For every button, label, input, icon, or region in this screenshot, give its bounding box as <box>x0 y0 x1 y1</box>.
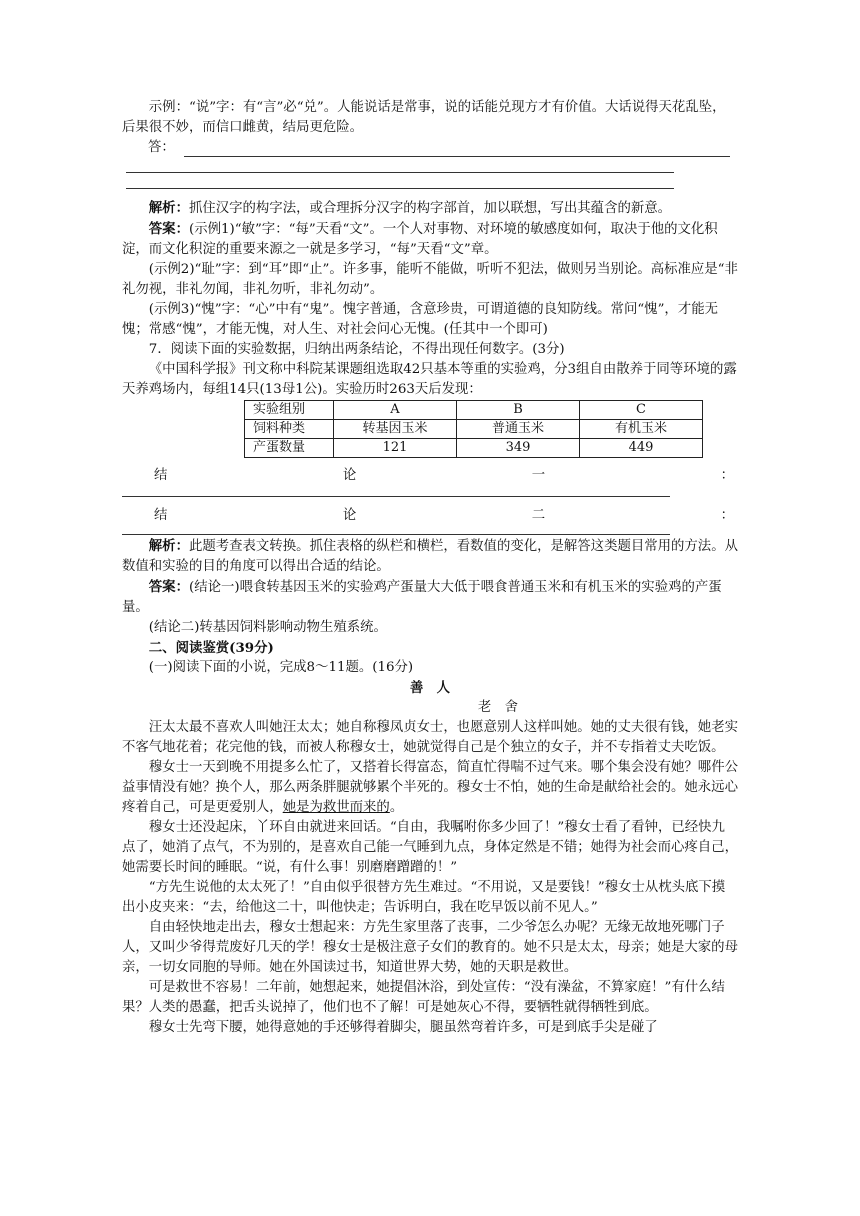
story-paragraph-4: “方先生说他的太太死了！”自由似乎很替方先生难过。“不用说，又是要钱！”穆女士从枕头底下摸出小皮夹来：“去，给他这二十，叫他快走；告诉明白，我在吃早饭以前不见人。” <box>122 880 726 915</box>
answer-blank-1[interactable] <box>184 142 730 157</box>
experiment-table <box>244 400 703 458</box>
table-row <box>245 401 703 420</box>
table-cell: 饲料种类 <box>245 420 334 439</box>
table-cell: B <box>457 401 580 420</box>
answer-blank-2[interactable] <box>126 158 674 173</box>
section-2-heading: 二、阅读鉴赏(39分) <box>148 640 274 656</box>
table-cell: 349 <box>457 439 580 458</box>
answer-6-example-2: (示例2)“耻”字：到“耳”即“止”。许多事，能听不能做，听听不犯法，做则另当别论。高标准应是“非礼勿视，非礼勿闻，非礼勿听，非礼勿动”。 <box>122 262 738 297</box>
story-paragraph-7: 穆女士先弯下腰，她得意她的手还够得着脚尖，腿虽然弯着许多，可是到底手尖是碰了 <box>148 1020 658 1035</box>
answer-label-6: 答案： <box>148 221 189 237</box>
answer-label: 答： <box>148 140 175 155</box>
analysis-7: 解析：此题考查表文转换。抓住表格的纵栏和横栏，看数值的变化，是解答这类题目常用的方法。从数值和实验的目的角度可以得出合适的结论。 <box>122 538 738 574</box>
table-cell: 产蛋数量 <box>245 439 334 458</box>
example-text: 示例：“说”字：有“言”必“兑”。人能说话是常事，说的话能兑现方才有价值。大话说得天花乱坠，后果很不妙，而信口雌黄，结局更危险。 <box>122 100 726 135</box>
answer-6-example-1: 答案：(示例1)“敏”字：“每”天看“文”。一个人对事物、对环境的敏感度如何，取决于他的文化积淀，而文化积淀的重要来源之一就是多学习，“每”天看“文”章。 <box>122 221 718 257</box>
story-paragraph-5: 自由轻快地走出去，穆女士想起来：方先生家里落了丧事，二少爷怎么办呢？无缘无故地死哪门子人，又叫少爷得荒废好几天的学！穆女士是极注意子女们的教育的。她不只是太太，母亲；她是大家的母亲，一切女同胞的导师。她在外国读过书，知道世界大势，她的天职是救世。 <box>122 920 738 975</box>
underlined-sentence: 她是为救世而来的 <box>282 800 390 815</box>
question-7: 7．阅读下面的实验数据，归纳出两条结论，不得出现任何数字。(3分) <box>148 342 565 357</box>
story-paragraph-2: 穆女士一天到晚不用提多么忙了，又搭着长得富态，简直忙得喘不过气来。哪个集会没有她？哪件公益事情没有她？换个人，那么两条胖腿就够累个半死的。穆女士不怕，她的生命是献给社会的。她永远心疼着自己，可是更爱别人，她是为救世而来的。 <box>122 760 738 815</box>
section-2-subheading: (一)阅读下面的小说，完成8～11题。(16分) <box>148 660 414 675</box>
table-cell: 转基因玉米 <box>334 420 457 439</box>
conclusion-2-line: 结 论 二 ： <box>154 508 734 523</box>
answer-7-conclusion-2: (结论二)转基因饲料影响动物生殖系统。 <box>148 620 387 635</box>
answer-line-3 <box>122 178 738 198</box>
question-7-text: 《中国科学报》刊文称中科院某课题组选取42只基本等重的实验鸡，分3组自由散养于同等环境的露天养鸡场内，每组14只(13母1公)。实验历时263天后发现： <box>122 362 737 397</box>
conclusion-2-blank[interactable] <box>122 526 738 536</box>
table-cell: 121 <box>334 439 457 458</box>
answer-blank-3[interactable] <box>126 174 674 189</box>
story-paragraph-1: 汪太太最不喜欢人叫她汪太太；她自称穆凤贞女士，也愿意别人这样叫她。她的丈夫很有钱，她老实不客气地花着；花完他的钱，而被人称穆女士，她就觉得自己是个独立的女子，并不专指着丈夫吃饭。 <box>122 720 738 755</box>
answer-7-conclusion-1: 答案：(结论一)喂食转基因玉米的实验鸡产蛋量大大低于喂食普通玉米和有机玉米的实验鸡的产蛋量。 <box>122 579 722 615</box>
table-cell: 实验组别 <box>245 401 334 420</box>
table-cell: 普通玉米 <box>457 420 580 439</box>
answer-line-1 <box>122 138 738 158</box>
story-title: 善 人 <box>409 680 451 696</box>
story-paragraph-6: 可是救世不容易！二年前，她想起来，她提倡沐浴，到处宣传：“没有澡盆，不算家庭！”有什么结果？人类的愚蠢，把舌头说掉了，他们也不了解！可是她灰心不得，要牺牲就得牺牲到底。 <box>122 980 725 1015</box>
story-author: 老 舍 <box>477 700 519 715</box>
table-cell: C <box>580 401 703 420</box>
conclusion-1-blank[interactable] <box>122 486 738 506</box>
conclusion-1-line: 结 论 一 ： <box>154 468 734 483</box>
analysis-label: 解析： <box>148 200 189 216</box>
table-cell: A <box>334 401 457 420</box>
analysis-6: 解析：抓住汉字的构字法，或合理拆分汉字的构字部首，加以联想，写出其蕴含的新意。 <box>148 200 672 216</box>
story-paragraph-3: 穆女士还没起床，丫环自由就进来回话。“自由，我嘱咐你多少回了！”穆女士看了看钟，已经快九点了，她消了点气，不为别的，是喜欢自己能一气睡到九点，身体定然是不错；她得为社会而心疼自己，她需要长时间的睡眠。“说，有什么事！别磨磨蹭蹭的！” <box>122 820 738 875</box>
table-cell: 449 <box>580 439 703 458</box>
table-row <box>245 439 703 458</box>
document-page <box>122 98 738 1038</box>
table-cell: 有机玉米 <box>580 420 703 439</box>
answer-6-example-3: (示例3)“愧”字：“心”中有“鬼”。愧字普通，含意珍贵，可谓道德的良知防线。常问“愧”，才能无愧；常感“愧”，才能无愧，对人生、对社会问心无愧。(任其中一个即可) <box>122 302 718 337</box>
table-row <box>245 420 703 439</box>
